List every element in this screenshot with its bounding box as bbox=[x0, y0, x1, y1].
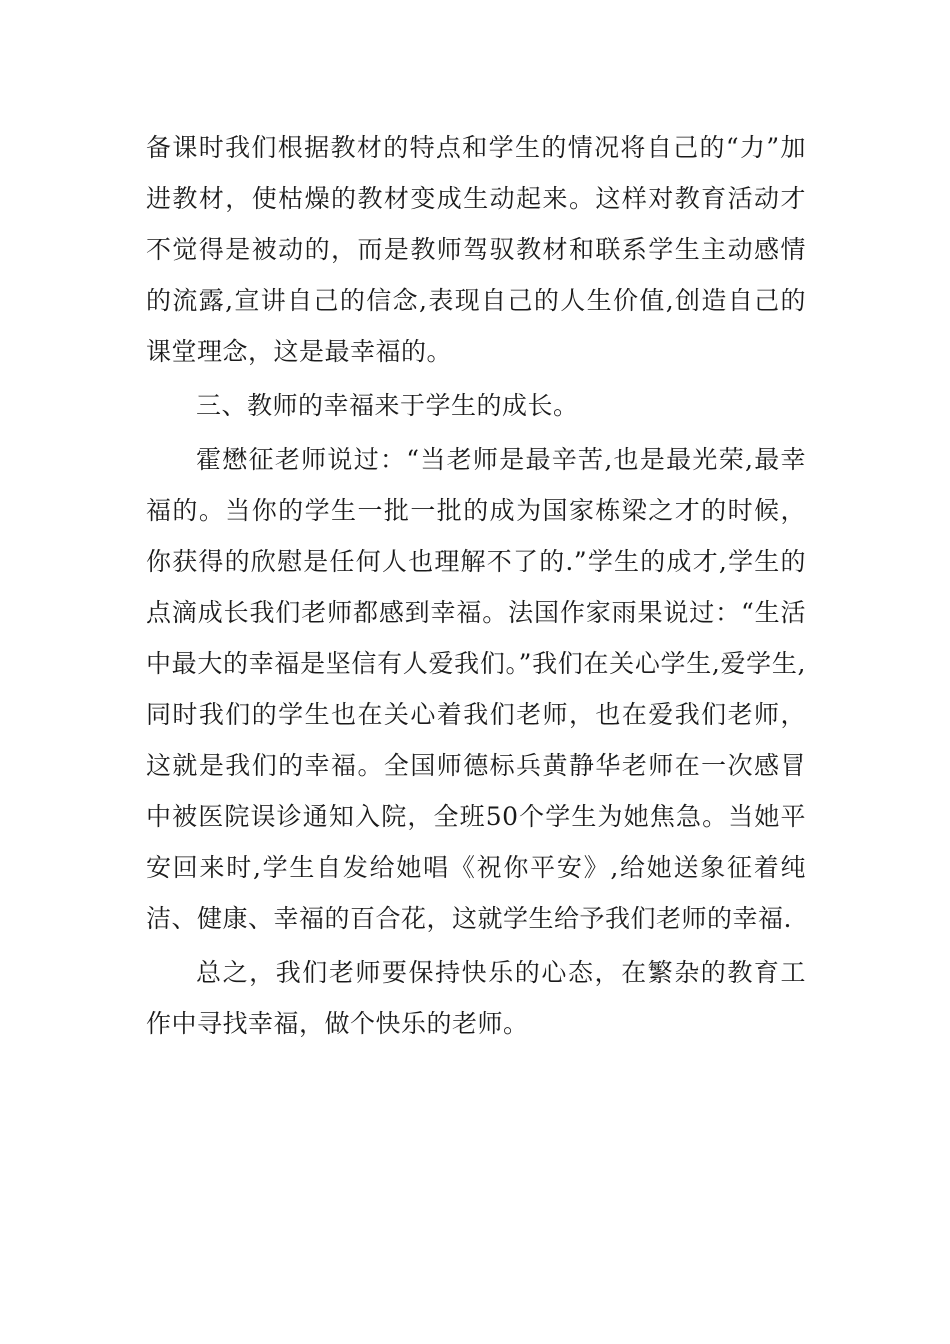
section-heading-student-growth: 三、教师的幸福来于学生的成长。 bbox=[196, 391, 579, 420]
paragraph-teacher-quotes: 霍懋征老师说过：“当老师是最辛苦,也是最光荣,最幸福的。当你的学生一批一批的成为国家栋梁之才的时候，你获得的欣慰是任何人也理解不了的.”学生的成才,学生的点滴成长我们老师都感到幸福。法国作家雨果说过：“生活中最大的幸福是坚信有人爱我们。”我们在关心学生,爱学生,同时我们的学生也在关心着我们老师，也在爱我们老师，这就是我们的幸福。全国师德标兵黄静华老师在一次感冒中被医院误诊通知入院，全班50个学生为她焦急。当她平安回来时,学生自发给她唱《祝你平安》,给她送象征着纯洁、健康、幸福的百合花，这就学生给予我们老师的幸福. bbox=[146, 445, 806, 933]
paragraph-conclusion: 总之，我们老师要保持快乐的心态，在繁杂的教育工作中寻找幸福，做个快乐的老师。 bbox=[146, 958, 806, 1038]
paragraph-lesson-preparation: 备课时我们根据教材的特点和学生的情况将自己的“力”加进教材，使枯燥的教材变成生动起来。这样对教育活动才不觉得是被动的，而是教师驾驭教材和联系学生主动感情的流露,宣讲自己的信念,表现自己的人生价值,创造自己的课堂理念，这是最幸福的。 bbox=[146, 133, 806, 366]
document-body bbox=[146, 122, 806, 1052]
